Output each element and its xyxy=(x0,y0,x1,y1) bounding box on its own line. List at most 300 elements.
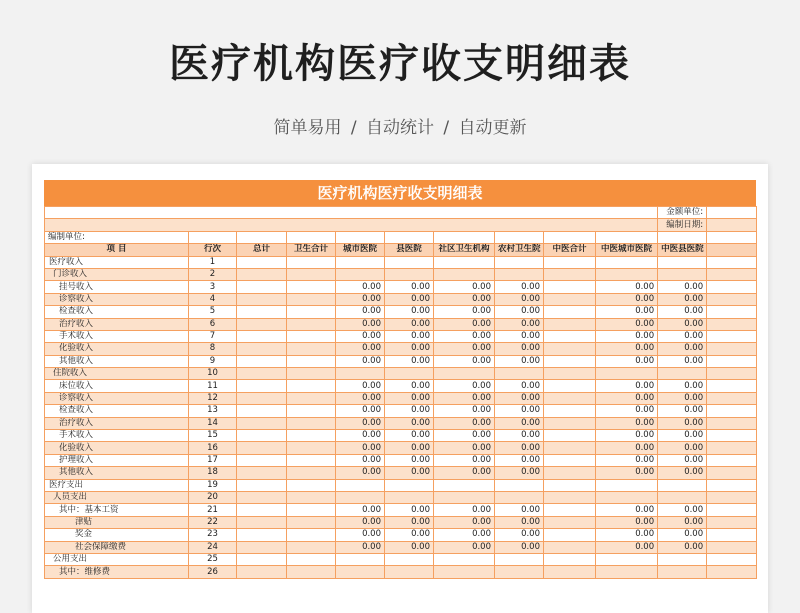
value-cell[interactable]: 0.00 xyxy=(658,306,707,318)
value-cell[interactable] xyxy=(237,430,287,442)
value-cell[interactable]: 0.00 xyxy=(434,293,495,305)
value-cell[interactable]: 0.00 xyxy=(434,405,495,417)
value-cell[interactable]: 0.00 xyxy=(336,529,385,541)
value-cell[interactable]: 0.00 xyxy=(658,405,707,417)
value-cell[interactable]: 0.00 xyxy=(596,355,658,367)
amount-unit-value[interactable] xyxy=(707,207,757,219)
line-number-cell[interactable]: 8 xyxy=(189,343,237,355)
value-cell[interactable]: 0.00 xyxy=(336,293,385,305)
value-cell[interactable]: 0.00 xyxy=(596,281,658,293)
column-header[interactable]: 卫生合计 xyxy=(287,244,336,256)
value-cell[interactable]: 0.00 xyxy=(385,343,434,355)
empty-cell[interactable] xyxy=(707,281,757,293)
item-name-cell[interactable]: 检查收入 xyxy=(45,306,189,318)
value-cell[interactable]: 0.00 xyxy=(495,454,544,466)
value-cell[interactable] xyxy=(237,553,287,565)
value-cell[interactable]: 0.00 xyxy=(385,541,434,553)
item-name-cell[interactable]: 其他收入 xyxy=(45,467,189,479)
empty-cell[interactable] xyxy=(544,231,596,243)
value-cell[interactable] xyxy=(237,306,287,318)
value-cell[interactable] xyxy=(237,405,287,417)
line-number-cell[interactable]: 14 xyxy=(189,417,237,429)
value-cell[interactable] xyxy=(495,479,544,491)
value-cell[interactable]: 0.00 xyxy=(336,330,385,342)
line-number-cell[interactable]: 17 xyxy=(189,454,237,466)
empty-cell[interactable] xyxy=(385,231,434,243)
value-cell[interactable] xyxy=(385,368,434,380)
value-cell[interactable]: 0.00 xyxy=(434,454,495,466)
line-number-cell[interactable]: 2 xyxy=(189,268,237,280)
value-cell[interactable] xyxy=(596,256,658,268)
item-name-cell[interactable]: 津贴 xyxy=(45,516,189,528)
value-cell[interactable] xyxy=(336,268,385,280)
empty-cell[interactable] xyxy=(707,330,757,342)
value-cell[interactable] xyxy=(495,368,544,380)
value-cell[interactable]: 0.00 xyxy=(385,405,434,417)
empty-cell[interactable] xyxy=(707,355,757,367)
empty-cell[interactable] xyxy=(336,231,385,243)
empty-cell[interactable] xyxy=(707,491,757,503)
value-cell[interactable] xyxy=(544,504,596,516)
value-cell[interactable]: 0.00 xyxy=(336,454,385,466)
value-cell[interactable] xyxy=(237,541,287,553)
value-cell[interactable]: 0.00 xyxy=(658,516,707,528)
value-cell[interactable]: 0.00 xyxy=(434,281,495,293)
value-cell[interactable]: 0.00 xyxy=(434,417,495,429)
value-cell[interactable] xyxy=(287,504,336,516)
line-number-cell[interactable]: 20 xyxy=(189,491,237,503)
value-cell[interactable]: 0.00 xyxy=(336,467,385,479)
value-cell[interactable] xyxy=(544,392,596,404)
value-cell[interactable] xyxy=(385,268,434,280)
item-name-cell[interactable]: 公用支出 xyxy=(45,553,189,565)
item-name-cell[interactable]: 化验收入 xyxy=(45,343,189,355)
value-cell[interactable]: 0.00 xyxy=(495,529,544,541)
value-cell[interactable]: 0.00 xyxy=(596,430,658,442)
value-cell[interactable]: 0.00 xyxy=(336,541,385,553)
value-cell[interactable] xyxy=(336,368,385,380)
empty-cell[interactable] xyxy=(707,293,757,305)
value-cell[interactable]: 0.00 xyxy=(385,430,434,442)
value-cell[interactable] xyxy=(237,268,287,280)
empty-cell[interactable] xyxy=(287,231,336,243)
value-cell[interactable] xyxy=(287,454,336,466)
value-cell[interactable] xyxy=(237,380,287,392)
empty-cell[interactable] xyxy=(707,541,757,553)
value-cell[interactable] xyxy=(237,318,287,330)
value-cell[interactable]: 0.00 xyxy=(434,442,495,454)
value-cell[interactable] xyxy=(287,479,336,491)
value-cell[interactable]: 0.00 xyxy=(385,392,434,404)
value-cell[interactable] xyxy=(237,491,287,503)
value-cell[interactable]: 0.00 xyxy=(385,417,434,429)
value-cell[interactable] xyxy=(287,405,336,417)
value-cell[interactable] xyxy=(596,479,658,491)
value-cell[interactable]: 0.00 xyxy=(385,380,434,392)
value-cell[interactable] xyxy=(287,343,336,355)
value-cell[interactable] xyxy=(385,491,434,503)
value-cell[interactable]: 0.00 xyxy=(596,330,658,342)
value-cell[interactable]: 0.00 xyxy=(658,380,707,392)
value-cell[interactable] xyxy=(336,566,385,578)
value-cell[interactable]: 0.00 xyxy=(434,392,495,404)
value-cell[interactable]: 0.00 xyxy=(495,392,544,404)
value-cell[interactable] xyxy=(237,566,287,578)
value-cell[interactable]: 0.00 xyxy=(658,392,707,404)
empty-cell[interactable] xyxy=(707,504,757,516)
item-name-cell[interactable]: 诊察收入 xyxy=(45,392,189,404)
value-cell[interactable] xyxy=(544,405,596,417)
item-name-cell[interactable]: 门诊收入 xyxy=(45,268,189,280)
value-cell[interactable] xyxy=(495,566,544,578)
empty-cell[interactable] xyxy=(237,231,287,243)
value-cell[interactable]: 0.00 xyxy=(658,318,707,330)
line-number-cell[interactable]: 16 xyxy=(189,442,237,454)
value-cell[interactable] xyxy=(596,491,658,503)
value-cell[interactable] xyxy=(544,516,596,528)
value-cell[interactable] xyxy=(434,553,495,565)
value-cell[interactable]: 0.00 xyxy=(596,392,658,404)
value-cell[interactable] xyxy=(544,330,596,342)
value-cell[interactable] xyxy=(287,256,336,268)
empty-cell[interactable] xyxy=(707,368,757,380)
item-name-cell[interactable]: 社会保障缴费 xyxy=(45,541,189,553)
value-cell[interactable] xyxy=(237,516,287,528)
value-cell[interactable] xyxy=(495,256,544,268)
value-cell[interactable] xyxy=(434,479,495,491)
value-cell[interactable]: 0.00 xyxy=(658,454,707,466)
item-name-cell[interactable]: 人员支出 xyxy=(45,491,189,503)
line-number-cell[interactable]: 25 xyxy=(189,553,237,565)
value-cell[interactable]: 0.00 xyxy=(495,467,544,479)
value-cell[interactable] xyxy=(287,430,336,442)
value-cell[interactable]: 0.00 xyxy=(336,380,385,392)
value-cell[interactable] xyxy=(237,467,287,479)
value-cell[interactable] xyxy=(544,268,596,280)
value-cell[interactable] xyxy=(658,566,707,578)
value-cell[interactable]: 0.00 xyxy=(336,355,385,367)
value-cell[interactable]: 0.00 xyxy=(658,417,707,429)
column-header[interactable]: 中医城市医院 xyxy=(596,244,658,256)
value-cell[interactable]: 0.00 xyxy=(495,355,544,367)
value-cell[interactable]: 0.00 xyxy=(658,467,707,479)
value-cell[interactable]: 0.00 xyxy=(385,529,434,541)
value-cell[interactable] xyxy=(658,268,707,280)
amount-unit-label[interactable]: 金额单位: xyxy=(658,207,707,219)
line-number-cell[interactable]: 9 xyxy=(189,355,237,367)
empty-cell[interactable] xyxy=(707,405,757,417)
value-cell[interactable] xyxy=(544,318,596,330)
value-cell[interactable] xyxy=(544,293,596,305)
value-cell[interactable] xyxy=(336,491,385,503)
empty-cell[interactable] xyxy=(707,306,757,318)
item-name-cell[interactable]: 医疗收入 xyxy=(45,256,189,268)
value-cell[interactable]: 0.00 xyxy=(434,318,495,330)
compile-unit-label[interactable]: 编制单位: xyxy=(45,231,189,243)
value-cell[interactable]: 0.00 xyxy=(495,380,544,392)
value-cell[interactable]: 0.00 xyxy=(596,516,658,528)
value-cell[interactable] xyxy=(237,330,287,342)
value-cell[interactable]: 0.00 xyxy=(495,516,544,528)
column-header[interactable]: 总计 xyxy=(237,244,287,256)
column-header[interactable]: 社区卫生机构 xyxy=(434,244,495,256)
value-cell[interactable] xyxy=(287,355,336,367)
value-cell[interactable]: 0.00 xyxy=(596,343,658,355)
value-cell[interactable] xyxy=(544,256,596,268)
value-cell[interactable] xyxy=(287,467,336,479)
value-cell[interactable]: 0.00 xyxy=(385,454,434,466)
value-cell[interactable] xyxy=(596,566,658,578)
value-cell[interactable] xyxy=(434,491,495,503)
column-header[interactable]: 城市医院 xyxy=(336,244,385,256)
value-cell[interactable] xyxy=(336,553,385,565)
item-name-cell[interactable]: 挂号收入 xyxy=(45,281,189,293)
value-cell[interactable] xyxy=(544,541,596,553)
value-cell[interactable]: 0.00 xyxy=(336,516,385,528)
empty-cell[interactable] xyxy=(658,231,707,243)
empty-cell[interactable] xyxy=(707,268,757,280)
value-cell[interactable]: 0.00 xyxy=(336,504,385,516)
item-name-cell[interactable]: 手术收入 xyxy=(45,330,189,342)
value-cell[interactable]: 0.00 xyxy=(385,516,434,528)
line-number-cell[interactable]: 1 xyxy=(189,256,237,268)
item-name-cell[interactable]: 医疗支出 xyxy=(45,479,189,491)
value-cell[interactable]: 0.00 xyxy=(434,330,495,342)
line-number-cell[interactable]: 13 xyxy=(189,405,237,417)
value-cell[interactable]: 0.00 xyxy=(495,405,544,417)
value-cell[interactable] xyxy=(237,355,287,367)
value-cell[interactable] xyxy=(495,553,544,565)
value-cell[interactable] xyxy=(596,268,658,280)
value-cell[interactable] xyxy=(544,454,596,466)
value-cell[interactable] xyxy=(544,442,596,454)
value-cell[interactable] xyxy=(434,566,495,578)
value-cell[interactable] xyxy=(287,516,336,528)
value-cell[interactable]: 0.00 xyxy=(336,343,385,355)
value-cell[interactable]: 0.00 xyxy=(385,281,434,293)
value-cell[interactable] xyxy=(287,442,336,454)
value-cell[interactable]: 0.00 xyxy=(658,529,707,541)
value-cell[interactable]: 0.00 xyxy=(658,293,707,305)
value-cell[interactable] xyxy=(237,442,287,454)
value-cell[interactable] xyxy=(544,355,596,367)
value-cell[interactable] xyxy=(287,541,336,553)
empty-cell[interactable] xyxy=(707,479,757,491)
value-cell[interactable]: 0.00 xyxy=(596,442,658,454)
value-cell[interactable] xyxy=(287,417,336,429)
value-cell[interactable] xyxy=(658,256,707,268)
value-cell[interactable]: 0.00 xyxy=(495,417,544,429)
column-header[interactable]: 行次 xyxy=(189,244,237,256)
value-cell[interactable]: 0.00 xyxy=(336,405,385,417)
value-cell[interactable]: 0.00 xyxy=(495,281,544,293)
empty-header-cell[interactable] xyxy=(707,244,757,256)
empty-cell[interactable] xyxy=(707,566,757,578)
item-name-cell[interactable]: 诊察收入 xyxy=(45,293,189,305)
value-cell[interactable] xyxy=(544,467,596,479)
empty-cell[interactable] xyxy=(707,380,757,392)
empty-cell[interactable] xyxy=(189,231,237,243)
value-cell[interactable] xyxy=(596,368,658,380)
value-cell[interactable]: 0.00 xyxy=(596,504,658,516)
line-number-cell[interactable]: 24 xyxy=(189,541,237,553)
value-cell[interactable] xyxy=(544,430,596,442)
value-cell[interactable] xyxy=(287,293,336,305)
value-cell[interactable]: 0.00 xyxy=(385,318,434,330)
item-name-cell[interactable]: 治疗收入 xyxy=(45,318,189,330)
value-cell[interactable]: 0.00 xyxy=(434,355,495,367)
value-cell[interactable]: 0.00 xyxy=(385,293,434,305)
value-cell[interactable] xyxy=(336,479,385,491)
value-cell[interactable]: 0.00 xyxy=(495,541,544,553)
line-number-cell[interactable]: 18 xyxy=(189,467,237,479)
value-cell[interactable] xyxy=(237,417,287,429)
value-cell[interactable]: 0.00 xyxy=(385,330,434,342)
value-cell[interactable] xyxy=(237,392,287,404)
value-cell[interactable]: 0.00 xyxy=(434,541,495,553)
empty-cell[interactable] xyxy=(707,417,757,429)
value-cell[interactable] xyxy=(596,553,658,565)
value-cell[interactable]: 0.00 xyxy=(596,454,658,466)
column-header[interactable]: 县医院 xyxy=(385,244,434,256)
item-name-cell[interactable]: 化验收入 xyxy=(45,442,189,454)
empty-cell[interactable] xyxy=(495,231,544,243)
column-header[interactable]: 中医县医院 xyxy=(658,244,707,256)
value-cell[interactable] xyxy=(434,268,495,280)
item-name-cell[interactable]: 其他收入 xyxy=(45,355,189,367)
value-cell[interactable] xyxy=(544,553,596,565)
value-cell[interactable] xyxy=(237,293,287,305)
line-number-cell[interactable]: 21 xyxy=(189,504,237,516)
value-cell[interactable] xyxy=(385,553,434,565)
line-number-cell[interactable]: 3 xyxy=(189,281,237,293)
value-cell[interactable] xyxy=(237,281,287,293)
value-cell[interactable]: 0.00 xyxy=(434,343,495,355)
value-cell[interactable]: 0.00 xyxy=(495,306,544,318)
empty-cell[interactable] xyxy=(707,529,757,541)
item-name-cell[interactable]: 检查收入 xyxy=(45,405,189,417)
value-cell[interactable]: 0.00 xyxy=(596,541,658,553)
value-cell[interactable] xyxy=(544,529,596,541)
value-cell[interactable]: 0.00 xyxy=(596,405,658,417)
value-cell[interactable]: 0.00 xyxy=(596,417,658,429)
line-number-cell[interactable]: 6 xyxy=(189,318,237,330)
value-cell[interactable]: 0.00 xyxy=(495,343,544,355)
value-cell[interactable] xyxy=(434,368,495,380)
line-number-cell[interactable]: 10 xyxy=(189,368,237,380)
value-cell[interactable] xyxy=(658,491,707,503)
empty-cell[interactable] xyxy=(45,219,658,231)
value-cell[interactable] xyxy=(658,368,707,380)
item-name-cell[interactable]: 其中：基本工资 xyxy=(45,504,189,516)
value-cell[interactable]: 0.00 xyxy=(434,380,495,392)
empty-cell[interactable] xyxy=(707,516,757,528)
line-number-cell[interactable]: 15 xyxy=(189,430,237,442)
line-number-cell[interactable]: 23 xyxy=(189,529,237,541)
value-cell[interactable] xyxy=(385,256,434,268)
value-cell[interactable] xyxy=(287,529,336,541)
value-cell[interactable] xyxy=(237,256,287,268)
value-cell[interactable]: 0.00 xyxy=(434,306,495,318)
line-number-cell[interactable]: 7 xyxy=(189,330,237,342)
line-number-cell[interactable]: 5 xyxy=(189,306,237,318)
value-cell[interactable] xyxy=(434,256,495,268)
column-header[interactable]: 农村卫生院 xyxy=(495,244,544,256)
value-cell[interactable]: 0.00 xyxy=(434,430,495,442)
value-cell[interactable] xyxy=(237,343,287,355)
item-name-cell[interactable]: 护理收入 xyxy=(45,454,189,466)
value-cell[interactable] xyxy=(287,491,336,503)
empty-cell[interactable] xyxy=(707,442,757,454)
value-cell[interactable] xyxy=(544,368,596,380)
value-cell[interactable] xyxy=(287,392,336,404)
column-header[interactable]: 中医合计 xyxy=(544,244,596,256)
value-cell[interactable]: 0.00 xyxy=(385,467,434,479)
value-cell[interactable]: 0.00 xyxy=(336,392,385,404)
value-cell[interactable] xyxy=(287,318,336,330)
empty-cell[interactable] xyxy=(707,343,757,355)
value-cell[interactable]: 0.00 xyxy=(434,529,495,541)
value-cell[interactable] xyxy=(544,343,596,355)
value-cell[interactable]: 0.00 xyxy=(596,318,658,330)
line-number-cell[interactable]: 19 xyxy=(189,479,237,491)
value-cell[interactable]: 0.00 xyxy=(495,504,544,516)
empty-cell[interactable] xyxy=(434,231,495,243)
value-cell[interactable]: 0.00 xyxy=(658,343,707,355)
item-name-cell[interactable]: 住院收入 xyxy=(45,368,189,380)
value-cell[interactable] xyxy=(287,330,336,342)
value-cell[interactable] xyxy=(237,454,287,466)
item-name-cell[interactable]: 奖金 xyxy=(45,529,189,541)
value-cell[interactable] xyxy=(544,281,596,293)
empty-cell[interactable] xyxy=(596,231,658,243)
value-cell[interactable] xyxy=(544,380,596,392)
value-cell[interactable] xyxy=(544,417,596,429)
column-header[interactable]: 项 目 xyxy=(45,244,189,256)
value-cell[interactable]: 0.00 xyxy=(596,380,658,392)
empty-cell[interactable] xyxy=(707,454,757,466)
value-cell[interactable] xyxy=(287,380,336,392)
value-cell[interactable]: 0.00 xyxy=(495,318,544,330)
value-cell[interactable] xyxy=(495,491,544,503)
value-cell[interactable] xyxy=(495,268,544,280)
value-cell[interactable] xyxy=(544,479,596,491)
value-cell[interactable]: 0.00 xyxy=(434,504,495,516)
value-cell[interactable]: 0.00 xyxy=(658,541,707,553)
value-cell[interactable]: 0.00 xyxy=(658,504,707,516)
value-cell[interactable] xyxy=(287,281,336,293)
line-number-cell[interactable]: 11 xyxy=(189,380,237,392)
value-cell[interactable]: 0.00 xyxy=(658,442,707,454)
value-cell[interactable] xyxy=(336,256,385,268)
empty-cell[interactable] xyxy=(707,392,757,404)
value-cell[interactable]: 0.00 xyxy=(336,306,385,318)
value-cell[interactable]: 0.00 xyxy=(495,293,544,305)
value-cell[interactable] xyxy=(287,566,336,578)
value-cell[interactable]: 0.00 xyxy=(658,281,707,293)
empty-cell[interactable] xyxy=(707,553,757,565)
line-number-cell[interactable]: 26 xyxy=(189,566,237,578)
value-cell[interactable] xyxy=(237,529,287,541)
line-number-cell[interactable]: 12 xyxy=(189,392,237,404)
value-cell[interactable] xyxy=(385,566,434,578)
value-cell[interactable]: 0.00 xyxy=(596,529,658,541)
value-cell[interactable] xyxy=(287,306,336,318)
empty-cell[interactable] xyxy=(45,207,658,219)
value-cell[interactable] xyxy=(544,566,596,578)
value-cell[interactable]: 0.00 xyxy=(385,442,434,454)
item-name-cell[interactable]: 治疗收入 xyxy=(45,417,189,429)
